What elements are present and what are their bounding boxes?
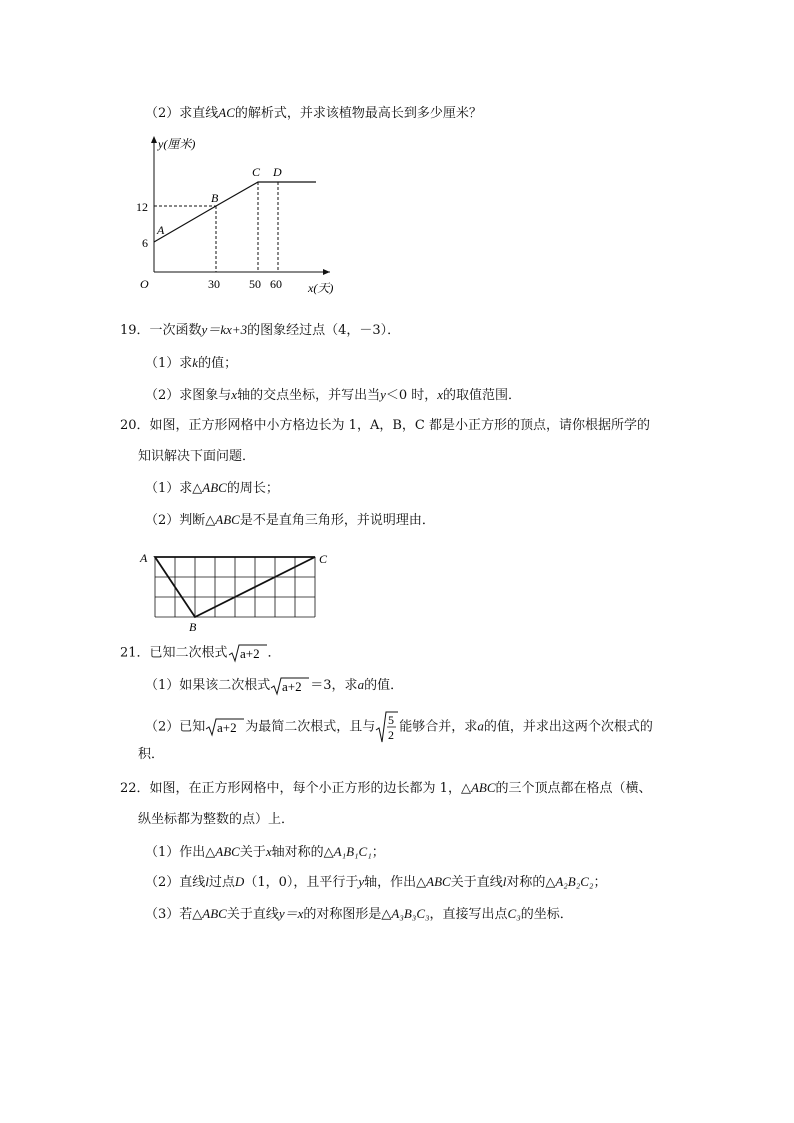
vertex-c-label: C [319, 552, 328, 566]
q21-part2: （2）已知 a+2 为最简二次根式，且与 5 2 能够合并，求a的值，并求出这两个次根式的 [145, 710, 653, 734]
tick-x-50: 50 [249, 277, 261, 291]
sqrt-a-plus-2 [228, 643, 268, 664]
q20-part2: （2）判断△ABC是不是直角三角形，并说明理由． [145, 512, 435, 528]
grid-lines [155, 557, 315, 617]
triangle-grid [134, 548, 340, 638]
q19-stem: 19．一次函数y＝kx+3的图象经过点（4，－3）． [120, 322, 401, 338]
sqrt-a-plus-2-p2 [205, 716, 245, 740]
y-axis-label: y(厘米) [158, 137, 196, 151]
svg-text:a+2: a+2 [282, 678, 302, 694]
origin-label: O [140, 277, 149, 291]
q20-stem-line1: 20．如图，正方形网格中小方格边长为 1，A，B，C 都是小正方形的顶点，请你根据所学的 [120, 418, 650, 433]
svg-text:a+2: a+2 [239, 646, 260, 661]
q19-part1: （1）求k的值； [145, 355, 238, 371]
vertex-a-label: A [140, 551, 148, 565]
q21-part2-end: 积． [138, 747, 165, 762]
point-d-label: D [273, 165, 282, 179]
q22-part1: （1）作出△ABC关于x轴对称的△A₁B₁C₁； [145, 844, 385, 860]
growth-line [154, 182, 316, 242]
point-b-label: B [211, 191, 219, 205]
tick-y-12: 12 [136, 200, 148, 214]
y-axis-arrow [151, 136, 157, 143]
point-a-label: A [157, 223, 165, 237]
q21-stem: 21．已知二次根式 a+2 ． [120, 643, 281, 664]
q22-stem-line1: 22．如图，在正方形网格中，每个小正方形的边长都为 1，△ABC的三个顶点都在格点（横、 [120, 780, 652, 796]
sqrt-5-over-2 [375, 710, 399, 744]
q21-part1: （1）如果该二次根式 a+2 ＝3，求a的值． [145, 675, 403, 696]
q19-part2: （2）求图象与x轴的交点坐标，并写出当y＜0 时，x的取值范围． [145, 387, 522, 403]
x-axis-arrow [323, 269, 330, 275]
tick-x-60: 60 [270, 277, 282, 291]
q22-part2: （2）直线l过点D（1，0），且平行于y轴，作出△ABC关于直线l对称的△A₂B₂C₂； [145, 874, 607, 890]
q20-stem-line2: 知识解决下面问题． [138, 449, 256, 464]
q22-part3: （3）若△ABC关于直线y＝x的对称图形是△A₃B₃C₃，直接写出点C₃的坐标． [145, 906, 573, 922]
tick-x-30: 30 [208, 277, 220, 291]
x-axis-label: x(天) [308, 281, 334, 295]
q20-part1: （1）求△ABC的周长； [145, 480, 279, 496]
tick-y-6: 6 [142, 236, 148, 250]
growth-graph [130, 130, 350, 305]
svg-text:a+2: a+2 [217, 720, 237, 735]
svg-text:2: 2 [388, 728, 395, 742]
sqrt-a-plus-2-p1 [270, 676, 310, 697]
q22-stem-line2: 纵坐标都为整数的点）上． [138, 812, 295, 827]
vertex-b-label: B [189, 620, 197, 634]
point-c-label: C [252, 165, 261, 179]
svg-text:5: 5 [388, 713, 395, 727]
q18-part2: （2）求直线AC的解析式，并求该植物最高长到多少厘米？ [145, 105, 482, 121]
